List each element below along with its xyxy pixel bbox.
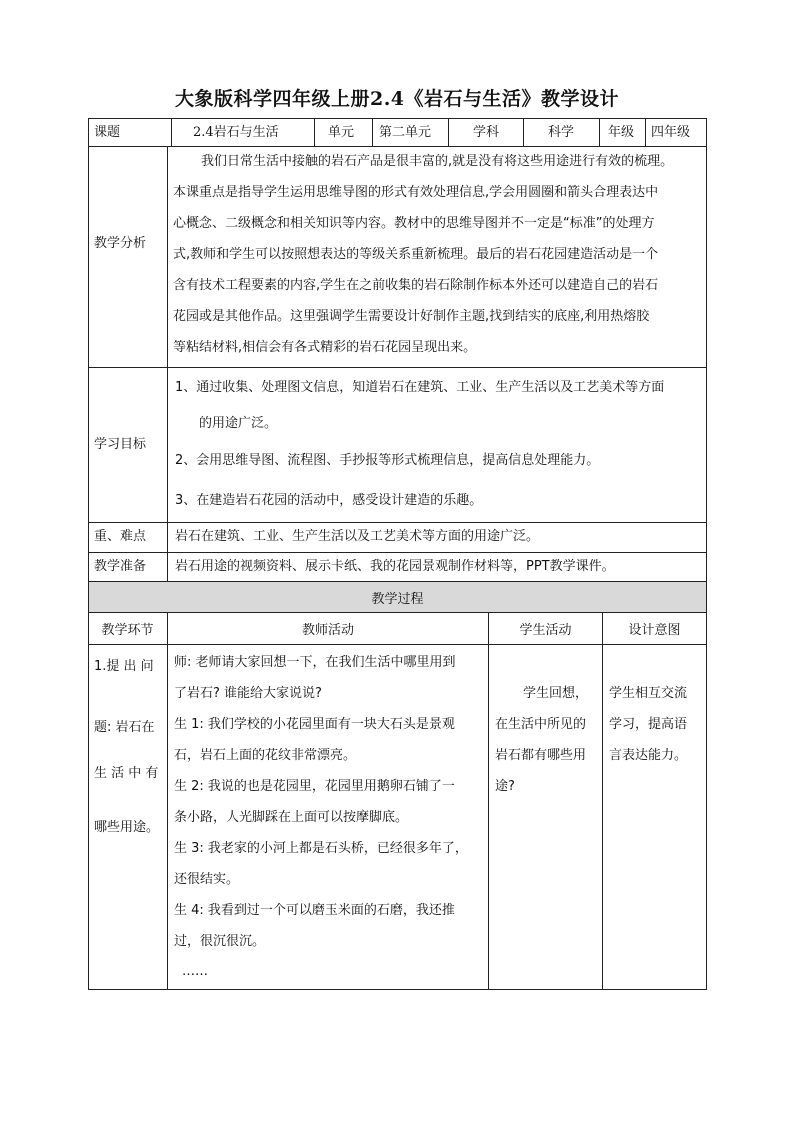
course-label: 课题 [94, 125, 121, 140]
intent-line: 学生相互交流 [609, 686, 688, 701]
step-line: 哪些用途。 [94, 820, 160, 835]
objective-item: 的用途广泛。 [199, 416, 278, 431]
page-title: 大象版科学四年级上册2.4《岩石与生活》教学设计 [174, 88, 620, 110]
teacher-line: 生 3: 我老家的小河上都是石头桥，已经很多年了， [174, 841, 468, 856]
objectives-label: 学习目标 [94, 437, 147, 452]
table-line [88, 552, 707, 553]
preparation-label: 教学准备 [94, 559, 147, 574]
table-line [167, 612, 168, 989]
teacher-line: 过，很沉很沉。 [174, 934, 266, 949]
subject-value: 科学 [548, 125, 575, 140]
preparation-value: 岩石用途的视频资料、展示卡纸、我的花园景观制作材料等，PPT教学课件。 [175, 559, 615, 574]
col-header-teacher: 教师活动 [301, 623, 354, 638]
table-line [88, 118, 89, 990]
intent-line: 学习，提高语 [609, 717, 688, 732]
table-line [314, 118, 315, 146]
table-line [488, 612, 489, 989]
course-value: 2.4岩石与生活 [193, 125, 279, 140]
unit-label: 单元 [328, 125, 355, 140]
student-line: 岩石都有哪些用 [495, 748, 587, 763]
analysis-line: 等粘结材料,相信会有各式精彩的岩石花园呈现出来。 [173, 340, 477, 355]
table-line [372, 118, 373, 146]
unit-value: 第二单元 [379, 125, 432, 140]
grade-value: 四年级 [651, 125, 691, 140]
col-header-intent: 设计意图 [628, 623, 681, 638]
teacher-line: 生 4: 我看到过一个可以磨玉米面的石磨，我还推 [174, 903, 455, 918]
table-line [523, 118, 524, 146]
subject-label: 学科 [473, 125, 500, 140]
col-header-step: 教学环节 [101, 623, 154, 638]
table-line [171, 118, 172, 146]
analysis-label: 教学分析 [94, 236, 147, 251]
table-line [599, 118, 600, 146]
analysis-line: 花园或是其他作品。这里强调学生需要设计好制作主题,找到结实的底座,利用热熔胶 [173, 309, 650, 324]
table-line [88, 989, 707, 990]
analysis-line: 含有技术工程要素的内容,学生在之前收集的岩石除制作标本外还可以建造自己的岩石 [173, 278, 659, 293]
objective-item: 3、在建造岩石花园的活动中，感受设计建造的乐趣。 [175, 493, 483, 508]
student-line: 学生回想， [523, 686, 589, 701]
table-line [88, 146, 707, 147]
lesson-plan-table [88, 118, 707, 989]
table-line [602, 612, 603, 989]
key-points-label: 重、难点 [94, 529, 147, 544]
table-line [88, 367, 707, 368]
student-line: 在生活中所见的 [495, 717, 587, 732]
table-line [167, 146, 168, 581]
student-line: 途? [495, 779, 515, 794]
intent-line: 言表达能力。 [609, 748, 688, 763]
teacher-line: 生 1: 我们学校的小花园里面有一块大石头是景观 [174, 717, 455, 732]
step-line: 1.提 出 问 [94, 659, 154, 674]
process-section-title: 教学过程 [371, 591, 424, 607]
analysis-line: 我们日常生活中接触的岩石产品是很丰富的,就是没有将这些用途进行有效的梳理。 [201, 154, 674, 169]
analysis-line: 式,教师和学生可以按照想表达的等级关系重新梳理。最后的岩石花园建造活动是一个 [173, 247, 659, 262]
teacher-line: …… [182, 964, 208, 979]
objective-item: 2、会用思维导图、流程图、手抄报等形式梳理信息，提高信息处理能力。 [175, 453, 600, 468]
objective-item: 1、通过收集、处理图文信息，知道岩石在建筑、工业、生产生活以及工艺美术等方面 [175, 380, 665, 395]
teacher-line: 条小路，人光脚踩在上面可以按摩脚底。 [174, 810, 409, 825]
table-line [88, 522, 707, 523]
teacher-line: 石，岩石上面的花纹非常漂亮。 [174, 748, 357, 763]
teacher-line: 了岩石? 谁能给大家说说? [174, 686, 322, 701]
analysis-line: 本课重点是指导学生运用思维导图的形式有效处理信息,学会用圆圈和箭头合理表达中 [173, 185, 659, 200]
step-line: 题: 岩石在 [94, 720, 155, 735]
table-line [88, 118, 707, 119]
analysis-line: 心概念、二级概念和相关知识等内容。教材中的思维导图并不一定是“标准”的处理方 [173, 216, 655, 231]
grade-label: 年级 [608, 125, 635, 140]
teacher-line: 生 2: 我说的也是花园里，花园里用鹅卵石铺了一 [174, 779, 455, 794]
col-header-student: 学生活动 [519, 623, 572, 638]
teacher-line: 师: 老师请大家回想一下，在我们生活中哪里用到 [174, 655, 456, 670]
table-line [645, 118, 646, 146]
key-points-value: 岩石在建筑、工业、生产生活以及工艺美术等方面的用途广泛。 [175, 529, 540, 544]
teacher-line: 还很结实。 [174, 872, 240, 887]
table-line [448, 118, 449, 146]
table-line [706, 118, 707, 990]
table-line [88, 644, 707, 645]
step-line: 生 活 中 有 [94, 766, 159, 781]
